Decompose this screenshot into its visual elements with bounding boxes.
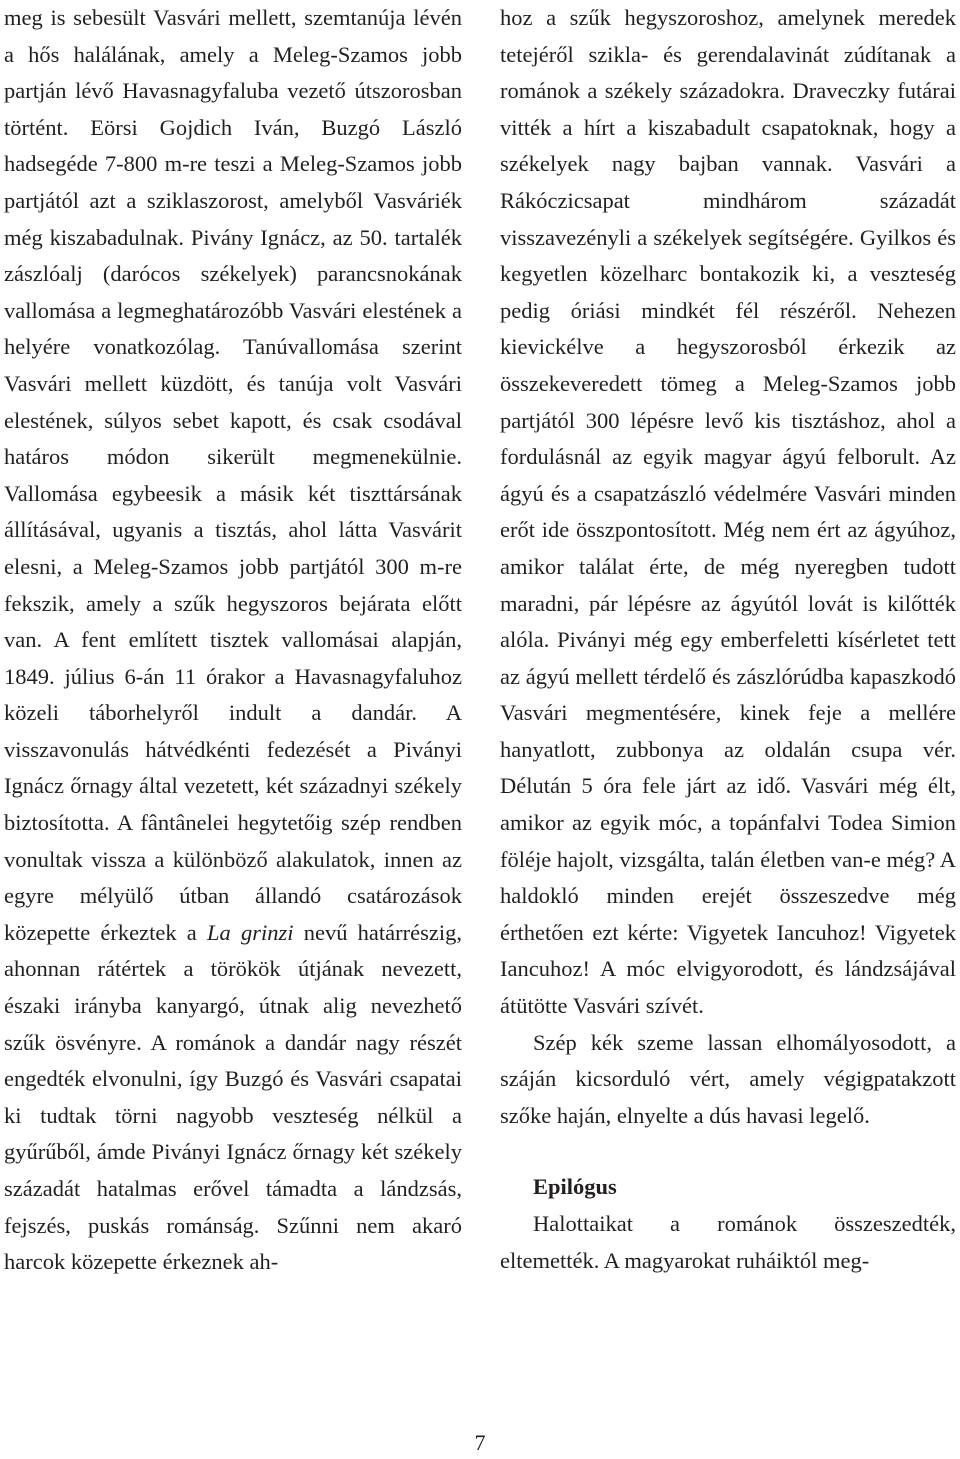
body-paragraph: hoz a szűk hegyszoroshoz, amelynek meredek tetejéről szikla- és gerendalavinát zúdítanak a románok a székely századokra. Draveczky futárai vitték a hírt a kiszabadult csapatoknak, hogy a székelyek nagy bajban vannak. Vasvári a Rákóczicsapat mindhárom századát visszavezényli a székelyek segítségére. Gyilkos és kegyetlen közelharc bontakozik ki, a veszteség pedig óriási mindkét fél részéről. Nehezen kievickélve a hegyszorosból érkezik az összekeveredett tömeg a Meleg-Szamos jobb partjától 300 lépésre levő kis tisztáshoz, ahol a fordulásnál az egyik magyar ágyú felborult. Az ágyú és a csapatzászló védelmére Vasvári minden erőt ide összpontosított. Még nem ért az ágyúhoz, amikor találat érte, de még nyeregben tudott maradni, pár lépésre az ágyútól lovát is kilőtték alóla. Piványi még egy emberfeletti kísérletet tett az ágyú mellett térdelő és zászlórúdba kapaszkodó Vasvári megmentésére, kinek feje a mellére hanyatlott, zubbonya az oldalán csupa vér. Délután 5 óra fele járt az idő. Vasvári még élt, amikor az egyik móc, a topánfalvi Todea Simion föléje hajolt, vizsgálta, talán életben van-e még? A haldokló minden erejét összeszedve még érthetően ezt kérte: Vigyetek Iancuhoz! Vigyetek Iancuhoz! A móc elvigyorodott, és lándzsájával átütötte Vasvári szívét. [500, 5, 956, 1019]
page-number: 7 [474, 1430, 486, 1455]
section-heading: Epilógus [533, 1174, 617, 1200]
paragraph-text: nevű határrészig, ahonnan rátértek a törökök útjának nevezett, északi irányba kanyargó, útnak alig nevezhető szűk ösvényre. A románok a dandár nagy részét engedték elvonulni, így Buzgó és Vasvári csapatai ki tudtak törni nagyobb veszteség nélkül a gyűrűből, ámde Piványi Ignácz őrnagy két székely századát hatalmas erővel támadta a lándzsás, fejszés, puskás románság. Szűnni nem akaró harcok közepette érkeznek ah- [4, 919, 462, 1275]
body-paragraph: Halottaikat a románok összeszedték, eltemették. A magyarokat ruháiktól meg- [500, 1211, 956, 1273]
paragraph-text: meg is sebesült Vasvári mellett, szemtanúja lévén a hős halálának, amely a Meleg-Szamos jobb partján lévő Havasnagyfaluba vezető útszorosban történt. Eörsi Gojdich Iván, Buzgó László hadsegéde 7-800 m-re teszi a Meleg-Szamos jobb partjától azt a sziklaszorost, amelyből Vasváriék még kiszabadulnak. Pivány Ignácz, az 50. tartalék zászlóalj (darócos székelyek) parancsnokának vallomása a legmeghatározóbb Vasvári elestének a helyére vonatkozólag. Tanúvallomása szerint Vasvári mellett küzdött, és tanúja volt Vasvári elestének, súlyos sebet kapott, és csak csodával határos módon sikerült megmenekülnie. Vallomása egybeesik a másik két tiszttársának állításával, ugyanis a tisztás, ahol látta Vasvárit elesni, a Meleg-Szamos jobb partjától 300 m-re fekszik, amely a szűk hegyszoros bejárata előtt van. A fent említett tisztek vallomásai alapján, 1849. július 6-án 11 órakor a Havasnagyfaluhoz közeli táborhelyről indult a dandár. A visszavonulás hátvédkénti fedezését a Piványi Ignácz őrnagy által vezetett, két századnyi székely biztosította. A fântânelei hegytetőig szép rendben vonultak vissza a különböző alakulatok, innen az egyre mélyülő útban állandó csatározások közepette érkeztek a [4, 5, 462, 945]
italic-place-name: La grinzi [207, 919, 294, 945]
body-paragraph [4, 0, 462, 1281]
right-text-column [500, 0, 956, 1279]
left-text-column [4, 0, 462, 1281]
section-spacer [500, 1134, 956, 1169]
body-paragraph: Szép kék szeme lassan elhomályosodott, a száján kicsorduló vért, amely végigpatakzott szőke haján, elnyelte a dús havasi legelő. [500, 1029, 956, 1128]
